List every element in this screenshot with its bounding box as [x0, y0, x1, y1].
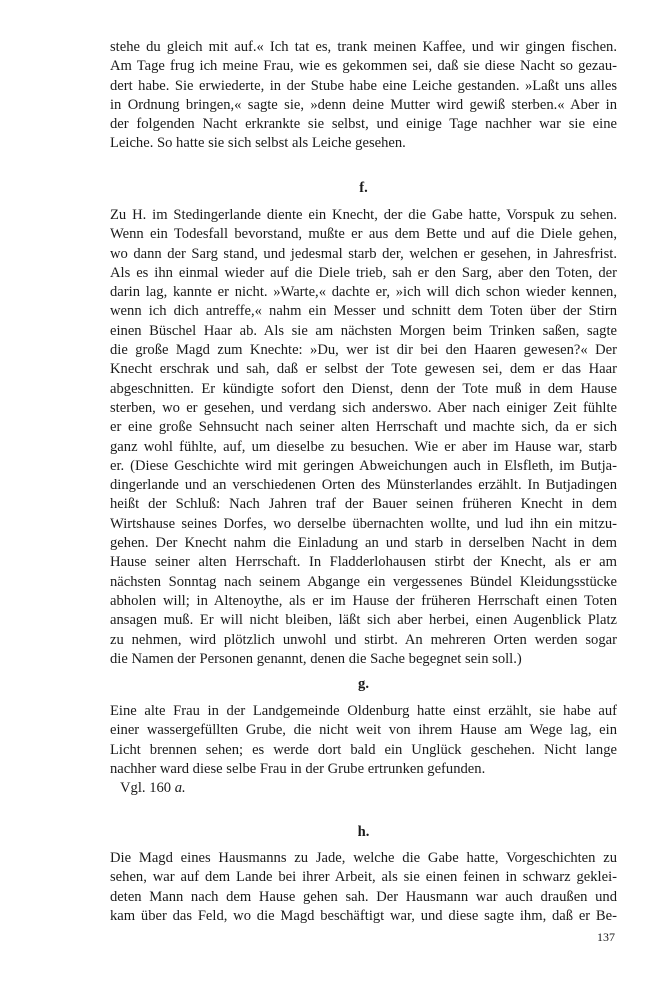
text-line: Hause seiner alten Herrschaft. In Fladderlohausen stirbt der Knecht, als er am: [110, 554, 617, 571]
text-line: sehen, war auf dem Lande bei ihrer Arbeit, als sie einen feinen in schwarz geklei-: [110, 869, 617, 886]
text-line: stehe du gleich mit auf.« Ich tat es, trank meinen Kaffee, und wir gingen fischen.: [110, 39, 617, 55]
cross-reference-prefix: Vgl. 160: [120, 780, 175, 797]
section-f-paragraph: [110, 206, 617, 669]
text-line: einer wassergefüllten Grube, die nicht weit von ihrem Hause am Wege lag, ein: [110, 722, 617, 739]
text-line: Die Magd eines Hausmanns zu Jade, welche die Gabe hatte, Vorgeschichten zu: [110, 850, 617, 866]
section-h-paragraph: [110, 849, 617, 926]
page-number: 137: [597, 930, 615, 944]
section-g-paragraph: [110, 702, 617, 798]
text-line: Wirtshause seines Dorfes, wo derselbe übernachten wollte, und lud ihn ein mitzu-: [110, 515, 617, 532]
text-line: der folgenden Nacht erkrankte sie selbst, und einige Tage nachher war sie eine: [110, 116, 617, 133]
text-line: abgeschnitten. Er kündigte sofort den Dienst, denn der Tote muß in dem Hause: [110, 380, 617, 397]
text-line: kam über das Feld, wo die Magd beschäftigt war, und diese sagte ihm, daß er Be-: [110, 907, 617, 924]
text-line: die Namen der Personen genannt, denen die Sache begegnet sein soll.): [110, 650, 522, 667]
cross-reference: [110, 779, 617, 798]
cross-reference-suffix: a.: [174, 780, 186, 797]
text-line: ganz wohl fühlte, auf, um dieselbe zu besuchen. Wie er aber im Hause war, starb: [110, 438, 617, 455]
text-line: abholen will; in Altenoythe, als er im Hause der früheren Herrschaft einen Toten: [110, 592, 617, 609]
text-line: Wenn ein Todesfall bevorstand, mußte er aus dem Bette und auf die Diele gehen,: [110, 226, 617, 243]
text-line: ansagen muß. Er will nicht bleiben, läßt sich aber herbei, einen Augenblick Platz: [110, 612, 617, 629]
text-line: Leiche. So hatte sie sich selbst als Leiche gesehen.: [110, 135, 406, 152]
text-line: deten Mann nach dem Hause gehen sah. Der Hausmann war auch draußen und: [110, 888, 617, 905]
section-heading-g: g.: [358, 676, 369, 692]
text-line: Als es ihn einmal wieder auf die Diele trieb, sah er den Sarg, aber den Toten, der: [110, 264, 617, 281]
text-line: nachher ward diese selbe Frau in der Grube ertrunken gefunden.: [110, 760, 486, 777]
text-line: er. (Diese Geschichte wird mit geringen Abweichungen auch in Elsfleth, im Butja-: [110, 457, 617, 474]
text-line: dingerlande und an verschiedenen Orten des Münsterlandes erzählt. In Butjadingen: [110, 477, 617, 494]
text-line: Knecht erschrak und sah, daß er selbst der Tote gewesen sei, dem er das Haar: [110, 361, 617, 378]
text-line: Am Tage frug ich meine Frau, wie es gekommen sei, daß sie diese Nacht so gezau-: [110, 58, 617, 75]
text-line: wo dann der Sarg stand, und jedesmal starb der, welchen er gesehen, in Jahresfrist.: [110, 245, 617, 262]
section-heading-h: h.: [357, 824, 370, 840]
section-heading-f: f.: [359, 180, 368, 196]
text-line: er eine große Sehnsucht nach seiner alten Herrschaft und machte sich, da er sich: [110, 419, 617, 436]
text-line: dert habe. Sie erwiederte, in der Stube habe eine Leiche gestanden. »Laßt uns alles: [110, 77, 617, 94]
text-line: heißt der Schluß: Nach Jahren traf der Bauer seinen früheren Knecht in dem: [110, 496, 617, 513]
text-line: sterben, wo er gesehen, und verdang sich anderswo. Aber nach einiger Zeit fühlte: [110, 399, 617, 416]
text-line: wenn ich dich antreffe,« nahm ein Messer und schnitt dem Toten über der Stirn: [110, 303, 617, 320]
text-line: zu nehmen, wird plötzlich unwohl und stirbt. An mehreren Orten werden sogar: [110, 631, 617, 648]
text-line: einen Büschel Haar ab. Als sie am nächsten Morgen beim Trinken saßen, sagte: [110, 322, 617, 339]
text-line: nächsten Sonntag nach seinem Abgange ein vergessenes Bündel Kleidungsstücke: [110, 573, 617, 590]
text-line: darin lag, kannte er nicht. »Warte,« dachte er, »ich will dich schon wieder kennen,: [110, 284, 617, 301]
text-line: die große Magd zum Knechte: »Du, wer ist dir bei den Haaren gewesen?« Der: [110, 342, 617, 359]
intro-paragraph: [110, 38, 617, 154]
text-line: Licht brennen sehen; es werde dort bald ein Unglück geschehen. Nicht lange: [110, 741, 617, 758]
text-line: Zu H. im Stedingerlande diente ein Knecht, der die Gabe hatte, Vorspuk zu sehen.: [110, 207, 617, 223]
text-line: in Ordnung bringen,« sagte sie, »denn deine Mutter wird gewiß sterben.« Aber in: [110, 96, 617, 113]
text-line: gehen. Der Knecht nahm die Einladung an und starb in derselben Nacht in dem: [110, 535, 617, 552]
text-line: Eine alte Frau in der Landgemeinde Oldenburg hatte einst erzählt, sie habe auf: [110, 703, 617, 719]
